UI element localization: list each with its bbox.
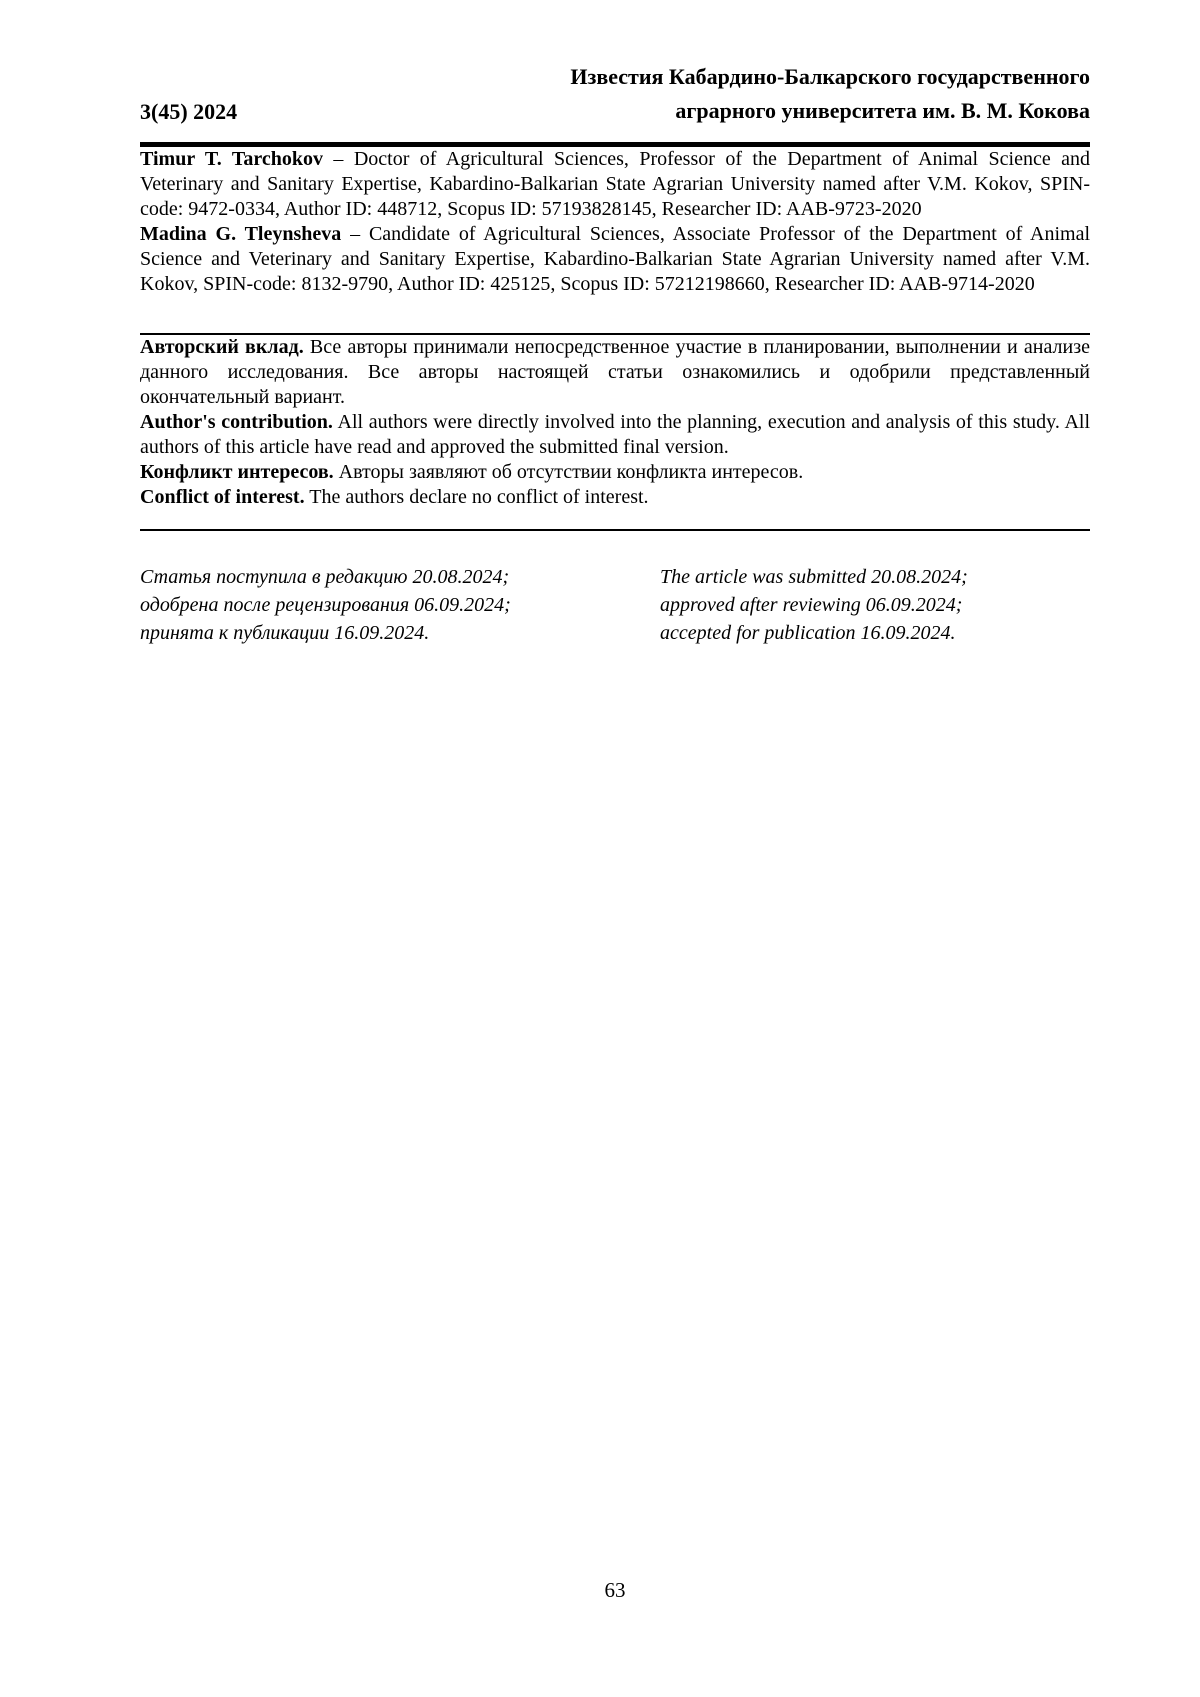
submission-dates-ru bbox=[140, 563, 660, 647]
page-content bbox=[0, 0, 1200, 647]
date-line: The article was submitted 20.08.2024; bbox=[660, 566, 968, 588]
submission-dates bbox=[140, 563, 1090, 647]
page-number: 63 bbox=[604, 1578, 626, 1602]
submission-dates-en bbox=[660, 563, 1090, 647]
author-bio-tarchokov bbox=[140, 147, 1090, 222]
statement-label: Авторский вклад. bbox=[140, 336, 304, 358]
issue-number: 3(45) 2024 bbox=[140, 99, 238, 124]
date-line: Статья поступила в редакцию 20.08.2024; bbox=[140, 566, 510, 588]
journal-title bbox=[570, 60, 1090, 128]
statement-author-contribution-ru bbox=[140, 335, 1090, 410]
page-header bbox=[140, 0, 1090, 128]
statement-label: Конфликт интересов. bbox=[140, 461, 334, 483]
statement-conflict-en bbox=[140, 485, 1090, 510]
statement-text: Все авторы принимали непосредственное участие в планировании, выполнении и анализе данного исследования. Все авторы настоящей статьи ознакомились и одобрили представленный окончательный вариант. bbox=[140, 336, 1091, 408]
journal-title-line1: Известия Кабардино-Балкарского государственного bbox=[570, 64, 1090, 89]
statement-text: All authors were directly involved into the planning, execution and analysis of this study. All authors of this article have read and approved the submitted final version. bbox=[140, 411, 1090, 458]
statement-conflict-ru bbox=[140, 460, 1090, 485]
dates-divider bbox=[140, 529, 1090, 531]
date-line: accepted for publication 16.09.2024. bbox=[660, 622, 956, 644]
statement-label: Conflict of interest. bbox=[140, 486, 305, 508]
statement-label: Author's contribution. bbox=[140, 411, 333, 433]
statement-text: The authors declare no conflict of interest. bbox=[309, 486, 649, 508]
journal-title-line2: аграрного университета им. В. М. Кокова bbox=[675, 98, 1090, 123]
statement-text: Авторы заявляют об отсутствии конфликта интересов. bbox=[338, 461, 804, 483]
author-name: Madina G. Tleynsheva bbox=[140, 223, 342, 245]
author-description: – Candidate of Agricultural Sciences, Associate Professor of the Department of Animal Science and Veterinary and Sanitary Expertise, Kabardino-Balkarian State Agrarian University named after V.M. Kokov, SPIN-code: 8132-9790, Author ID: 425125, Scopus ID: 57212198660, Researcher ID: AAB-9714-2020 bbox=[140, 223, 1091, 295]
author-description: – Doctor of Agricultural Sciences, Professor of the Department of Animal Science and Veterinary and Sanitary Expertise, Kabardino-Balkarian State Agrarian University named after V.M. Kokov, SPIN-code: 9472-0334, Author ID: 448712, Scopus ID: 57193828145, Researcher ID: AAB-9723-2020 bbox=[140, 148, 1091, 220]
author-name: Timur T. Tarchokov bbox=[140, 148, 323, 170]
date-line: одобрена после рецензирования 06.09.2024; bbox=[140, 594, 511, 616]
author-bio-tleynsheva bbox=[140, 222, 1090, 297]
date-line: принята к публикации 16.09.2024. bbox=[140, 622, 430, 644]
date-line: approved after reviewing 06.09.2024; bbox=[660, 594, 963, 616]
statement-author-contribution-en bbox=[140, 410, 1090, 460]
